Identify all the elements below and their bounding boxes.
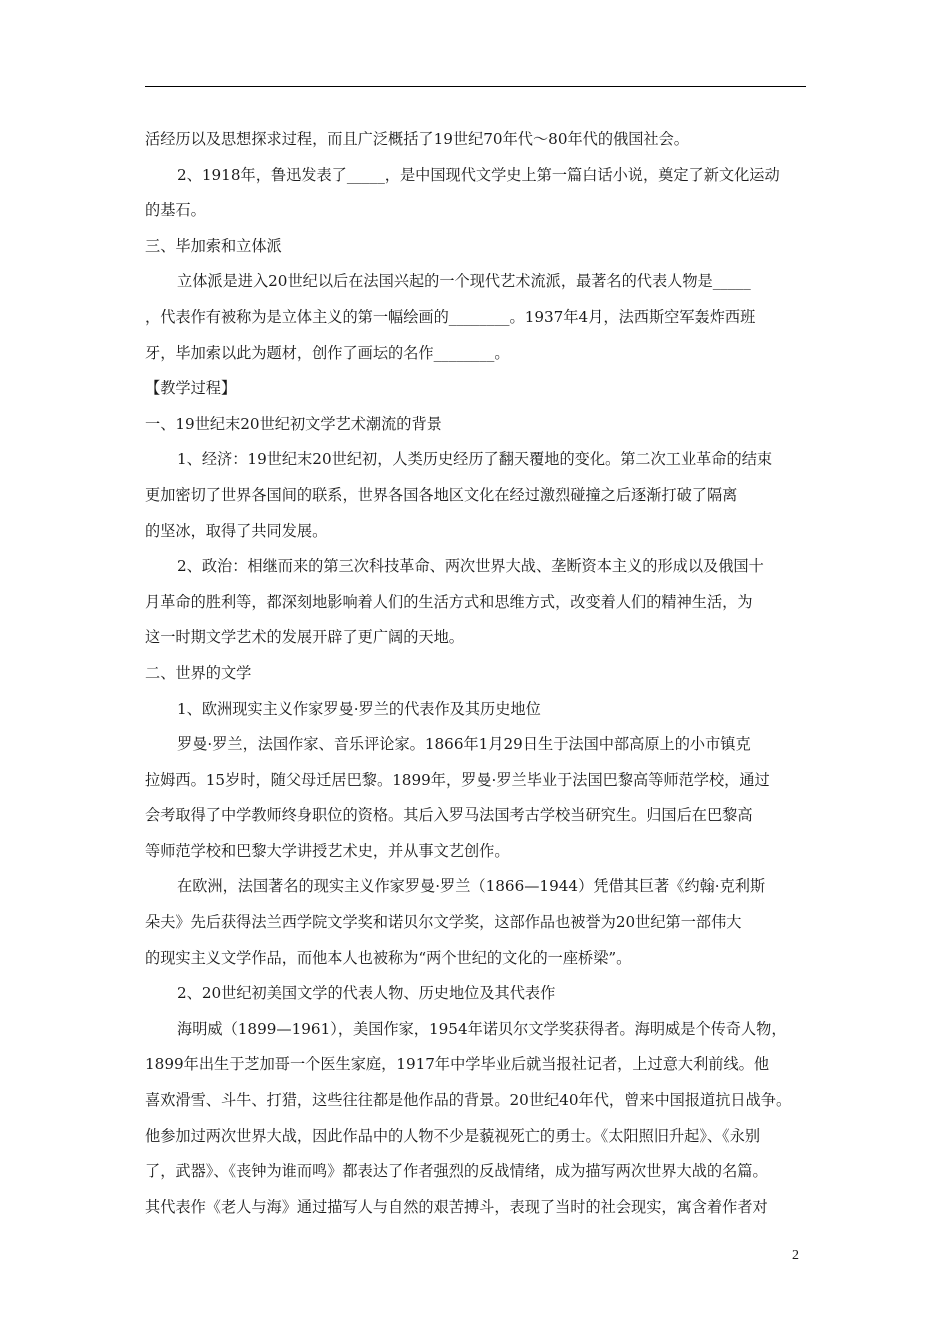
text-line: 会考取得了中学教师终身职位的资格。其后入罗马法国考古学校当研究生。归国后在巴黎高 bbox=[145, 806, 753, 825]
text-line: 拉姆西。15岁时，随父母迁居巴黎。1899年，罗曼·罗兰毕业于法国巴黎高等师范学校，通过 bbox=[145, 770, 770, 789]
document-body bbox=[145, 122, 806, 1225]
text-line: 2、政治：相继而来的第三次科技革命、两次世界大战、垄断资本主义的形成以及俄国十 bbox=[177, 557, 764, 576]
text-line: 1、经济：19世纪末20世纪初，人类历史经历了翻天覆地的变化。第二次工业革命的结束 bbox=[177, 450, 773, 469]
text-line: 【教学过程】 bbox=[145, 379, 237, 398]
text-line: 2、1918年，鲁迅发表了_____，是中国现代文学史上第一篇白话小说，奠定了新文化运动 bbox=[177, 165, 780, 184]
text-line: 这一时期文学艺术的发展开辟了更广阔的天地。 bbox=[145, 628, 464, 647]
page-number: 2 bbox=[792, 1248, 799, 1263]
text-line: 的现实主义文学作品，而他本人也被称为“两个世纪的文化的一座桥梁”。 bbox=[145, 948, 632, 967]
text-line: 了，武器》、《丧钟为谁而鸣》都表达了作者强烈的反战情绪，成为描写两次世界大战的名篇。 bbox=[145, 1162, 768, 1181]
text-line: 二、世界的文学 bbox=[145, 663, 252, 682]
text-line: 海明威（1899—1961），美国作家，1954年诺贝尔文学奖获得者。海明威是个传奇人物， bbox=[177, 1019, 787, 1038]
text-line: 2、20世纪初美国文学的代表人物、历史地位及其代表作 bbox=[177, 984, 556, 1003]
text-line: 在欧洲，法国著名的现实主义作家罗曼·罗兰（1866—1944）凭借其巨著《约翰·克利斯 bbox=[177, 877, 766, 896]
header-rule bbox=[145, 86, 806, 87]
text-line: 的基石。 bbox=[145, 201, 206, 220]
text-line: 等师范学校和巴黎大学讲授艺术史，并从事文艺创作。 bbox=[145, 841, 510, 860]
text-line: 一、19世纪末20世纪初文学艺术潮流的背景 bbox=[145, 414, 442, 433]
text-line: 罗曼·罗兰，法国作家、音乐评论家。1866年1月29日生于法国中部高原上的小市镇克 bbox=[177, 735, 751, 754]
text-line: 的坚冰，取得了共同发展。 bbox=[145, 521, 328, 540]
text-line: 更加密切了世界各国间的联系，世界各国各地区文化在经过激烈碰撞之后逐渐打破了隔离 bbox=[145, 485, 738, 504]
text-line: 其代表作《老人与海》通过描写人与自然的艰苦搏斗，表现了当时的社会现实，寓含着作者对 bbox=[145, 1197, 768, 1216]
text-line: 三、毕加索和立体派 bbox=[145, 236, 282, 255]
text-line: 1899年出生于芝加哥一个医生家庭，1917年中学毕业后就当报社记者，上过意大利前线。他 bbox=[145, 1055, 770, 1074]
text-line: 牙，毕加索以此为题材，创作了画坛的名作________。 bbox=[145, 343, 510, 362]
text-line: 月革命的胜利等，都深刻地影响着人们的生活方式和思维方式，改变着人们的精神生活，为 bbox=[145, 592, 753, 611]
text-line: 他参加过两次世界大战，因此作品中的人物不少是藐视死亡的勇士。《太阳照旧升起》、《永别 bbox=[145, 1126, 761, 1145]
text-line: ，代表作有被称为是立体主义的第一幅绘画的________。1937年4月，法西斯空军轰炸西班 bbox=[145, 307, 756, 326]
text-line: 朵夫》先后获得法兰西学院文学奖和诺贝尔文学奖，这部作品也被誉为20世纪第一部伟大 bbox=[145, 913, 742, 932]
text-line: 活经历以及思想探求过程，而且广泛概括了19世纪70年代～80年代的俄国社会。 bbox=[145, 130, 689, 148]
text-line: 喜欢滑雪、斗牛、打猎，这些往往都是他作品的背景。20世纪40年代，曾来中国报道抗日战争。 bbox=[145, 1091, 792, 1110]
text-line: 1、欧洲现实主义作家罗曼·罗兰的代表作及其历史地位 bbox=[177, 699, 541, 718]
text-line: 立体派是进入20世纪以后在法国兴起的一个现代艺术流派，最著名的代表人物是_____ bbox=[177, 272, 751, 291]
